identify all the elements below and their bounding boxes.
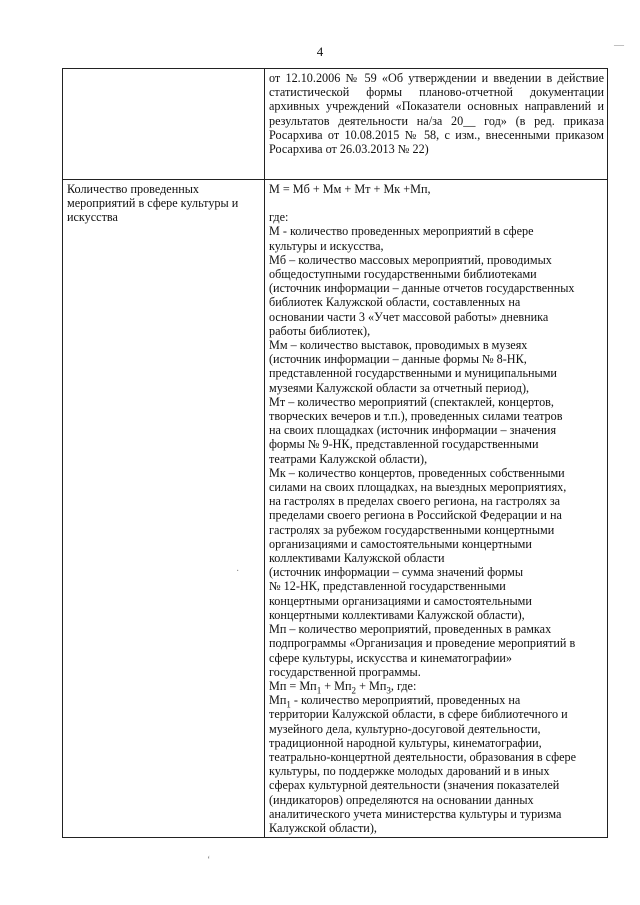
main-formula: М = Мб + Мм + Мт + Мк +Мп, xyxy=(269,182,431,196)
text-line: формы № 9-НК, представленной государственными xyxy=(269,437,539,452)
page-number: 4 xyxy=(316,44,324,59)
text-line: работы библиотек), xyxy=(269,323,371,338)
where-label: где: xyxy=(269,210,289,225)
text-line: общедоступными государственными библиотеками xyxy=(269,267,537,282)
text-line: территории Калужской области, в сфере библиотечного и xyxy=(269,707,568,722)
text-line: творческих вечеров и т.п.), проведенных силами театров xyxy=(269,409,563,424)
text-line: аналитического учета министерства культуры и туризма xyxy=(269,806,562,821)
text-line: (источник информации – сумма значений формы xyxy=(269,565,524,580)
text-line: сфере культуры, искусства и кинематографии» xyxy=(269,650,512,665)
table-row xyxy=(63,180,608,838)
source-reference-text: от 12.10.2006 № 59 «Об утверждении и введении в действие статистической формы планово-отчетной документации архивных учреждений «Показатели основных направлений и результатов деятельности на/за 20__ год» (в ред. приказа Росархива от 10.08.2015 № 58, с изм., внесенными приказом Росархива от 26.03.2013 № 22) xyxy=(265,69,608,180)
text-line: подпрограммы «Организация и проведение мероприятий в xyxy=(269,636,576,651)
text-line: сферах культурной деятельности (значения показателей xyxy=(269,778,560,793)
text-line: представленной государственными и муниципальными xyxy=(269,366,557,381)
mp1-definition-start: $Мп_1$ - количество мероприятий, проведенных на xyxy=(269,693,521,710)
text-line: основании части 3 «Учет массовой работы» дневника xyxy=(269,309,549,324)
text-line: театрально-концертной деятельности, образования в сфере xyxy=(269,749,577,764)
mp-formula: Мп = $Мп_1 + Мп_2 + Мп_3$, где: xyxy=(269,678,417,696)
text-line: (индикаторов) определяются на основании данных xyxy=(269,792,534,807)
text-line: музеями Калужской области за отчетный период), xyxy=(269,380,530,395)
text-line: концертными коллективами Калужской области), xyxy=(269,607,525,622)
text-line: Мк – количество концертов, проведенных собственными xyxy=(269,465,565,480)
text-line: на своих площадках (источник информации – значения xyxy=(269,423,557,438)
definition-lines xyxy=(269,224,604,679)
text-line: М - количество проведенных мероприятий в сфере xyxy=(269,224,534,239)
indicator-name: Количество проведенных мероприятий в сфере культуры и искусства xyxy=(63,180,265,838)
scan-mark: — xyxy=(614,40,624,51)
text-line: государственной программы. xyxy=(269,664,421,679)
text-line: театрами Калужской области), xyxy=(269,451,428,466)
text-line: (источник информации – данные формы № 8-НК, xyxy=(269,352,527,367)
text-line: на гастролях в пределах своего региона, на гастролях за xyxy=(269,494,561,509)
scan-mark: ‘ xyxy=(207,855,211,866)
mp1-definition-lines xyxy=(269,707,604,835)
table-row xyxy=(63,69,608,180)
text-line: коллективами Калужской области xyxy=(269,551,445,566)
scan-mark: · xyxy=(236,566,240,577)
text-line: Мт – количество мероприятий (спектаклей, концертов, xyxy=(269,394,554,409)
row-label-empty xyxy=(63,69,265,180)
text-line: Мм – количество выставок, проводимых в музеях xyxy=(269,338,528,353)
text-line: культуры, по поддержке молодых дарований и в иных xyxy=(269,764,550,779)
text-line: Мб – количество массовых мероприятий, проводимых xyxy=(269,252,552,267)
text-line: библиотек Калужской области, составленных на xyxy=(269,295,521,310)
text-line: пределами своего региона в Российской Федерации и на xyxy=(269,508,562,523)
calculation-method xyxy=(265,180,608,838)
text-line: силами на своих площадках, на выездных мероприятиях, xyxy=(269,480,567,495)
text-line: (источник информации – данные отчетов государственных xyxy=(269,281,575,296)
text-line: музейного дела, культурно-досуговой деятельности, xyxy=(269,721,541,736)
text-line: организациями и самостоятельными концертными xyxy=(269,536,532,551)
text-line: гастролях за рубежом государственными концертными xyxy=(269,522,555,537)
text-line: Калужской области), xyxy=(269,820,377,835)
text-line: культуры и искусства, xyxy=(269,238,384,253)
text-line: № 12-НК, представленной государственными xyxy=(269,579,506,594)
indicator-table xyxy=(62,68,608,838)
text-line: Мп – количество мероприятий, проведенных в рамках xyxy=(269,622,552,637)
text-line: концертными организациями и самостоятельными xyxy=(269,593,532,608)
text-line: традиционной народной культуры, кинематографии, xyxy=(269,735,542,750)
